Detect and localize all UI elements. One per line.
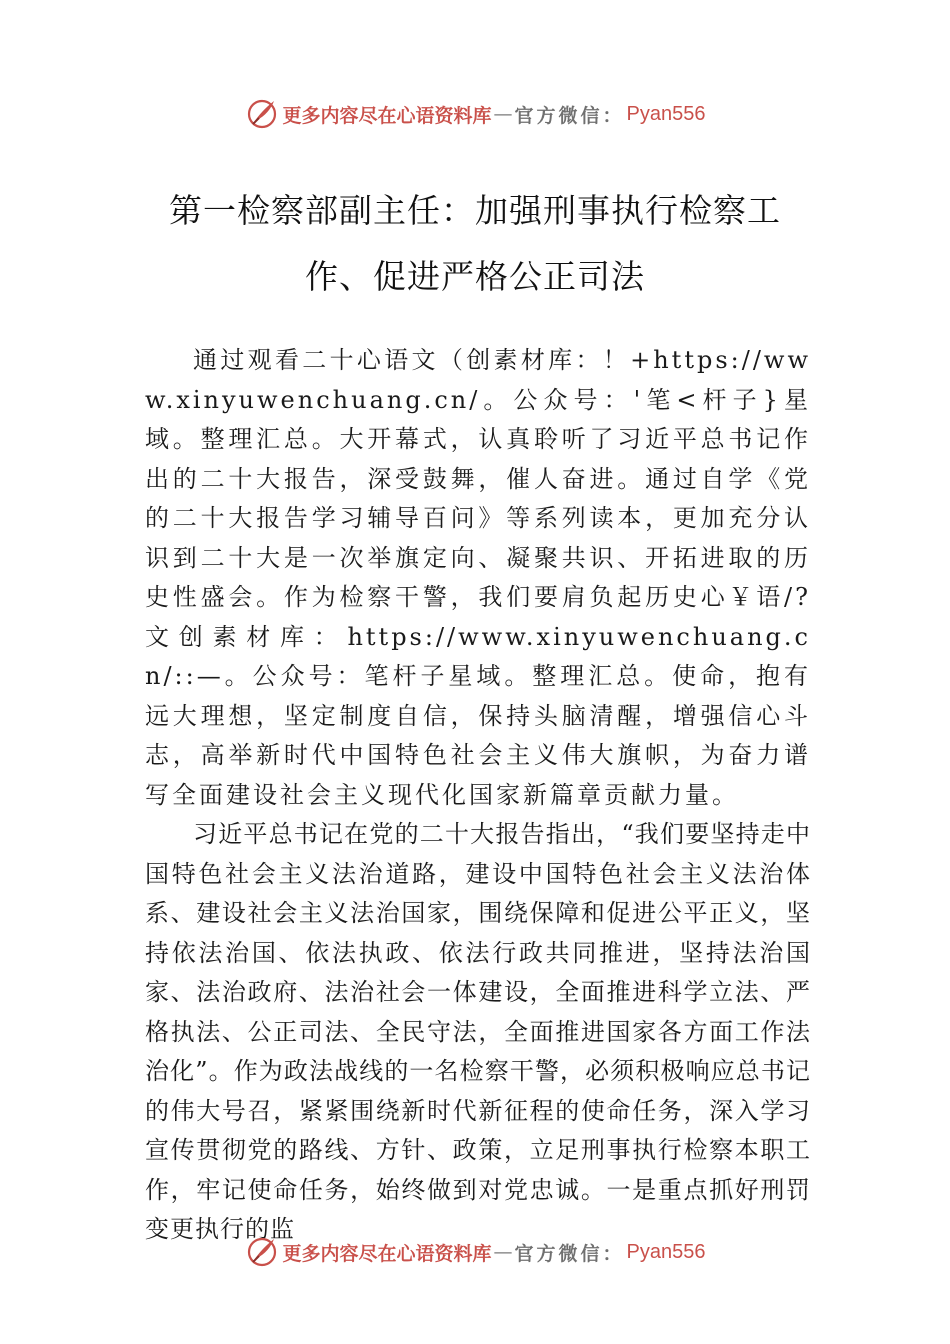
paragraph: 习近平总书记在党的二十大报告指出，“我们要坚持走中国特色社会主义法治道路，建设中国特色社会主义法治体系、建设社会主义法治国家，围绕保障和促进公平正义，坚持依法治国、依法执政、依法行政共同推进，坚持法治国家、法治政府、法治社会一体建设，全面推进科学立法、严格执法、公正司法、全民守法，全面推进国家各方面工作法治化”。作为政法战线的一名检察干警，必须积极响应总书记的伟大号召，紧紧围绕新时代新征程的使命任务，深入学习宣传贯彻党的路线、方针、政策，立足刑事执行检察本职工作，牢记使命任务，始终做到对党忠诚。一是重点抓好刑罚变更执行的监 <box>145 820 811 1243</box>
document-title: 第一检察部副主任：加强刑事执行检察工作、促进严格公正司法 <box>169 191 781 296</box>
paragraph: 通过观看二十心语文（创素材库：！+https://www.xinyuwenchuang.cn/。公众号：'笔<杆子}星域。整理汇总。大开幕式，认真聆听了习近平总书记作出的二十大报告，深受鼓舞，催人奋进。通过自学《党的二十大报告学习辅导百问》等系列读本，更加充分认识到二十大是一次举旗定向、凝聚共识、开拓进取的历史性盛会。作为检察干警，我们要肩负起历史心￥语/?文创素材库：https://www.xinyuwenchuang.cn/::—。公众号：笔杆子星域。整理汇总。使命，抱有远大理想，坚定制度自信，保持头脑清醒，增强信心斗志，高举新时代中国特色社会主义伟大旗帜，为奋力谱写全面建设社会主义现代化国家新篇章贡献力量。 <box>145 346 811 809</box>
wechat-label: 官方微信： <box>514 1242 625 1265</box>
brand-text: 更多内容尽在心语资料库 <box>282 1242 492 1265</box>
footer-banner <box>0 1230 950 1274</box>
header-banner <box>0 92 950 136</box>
wechat-id: Pyan556 <box>626 1240 706 1263</box>
banner-separator: — <box>493 103 513 125</box>
brand-text: 更多内容尽在心语资料库 <box>282 104 492 127</box>
wechat-label: 官方微信： <box>514 104 625 127</box>
quill-feather-logo-icon <box>245 1235 279 1269</box>
quill-feather-logo-icon <box>245 97 279 131</box>
banner-separator: — <box>493 1241 513 1263</box>
wechat-id: Pyan556 <box>626 102 706 125</box>
document-body <box>145 341 811 1250</box>
